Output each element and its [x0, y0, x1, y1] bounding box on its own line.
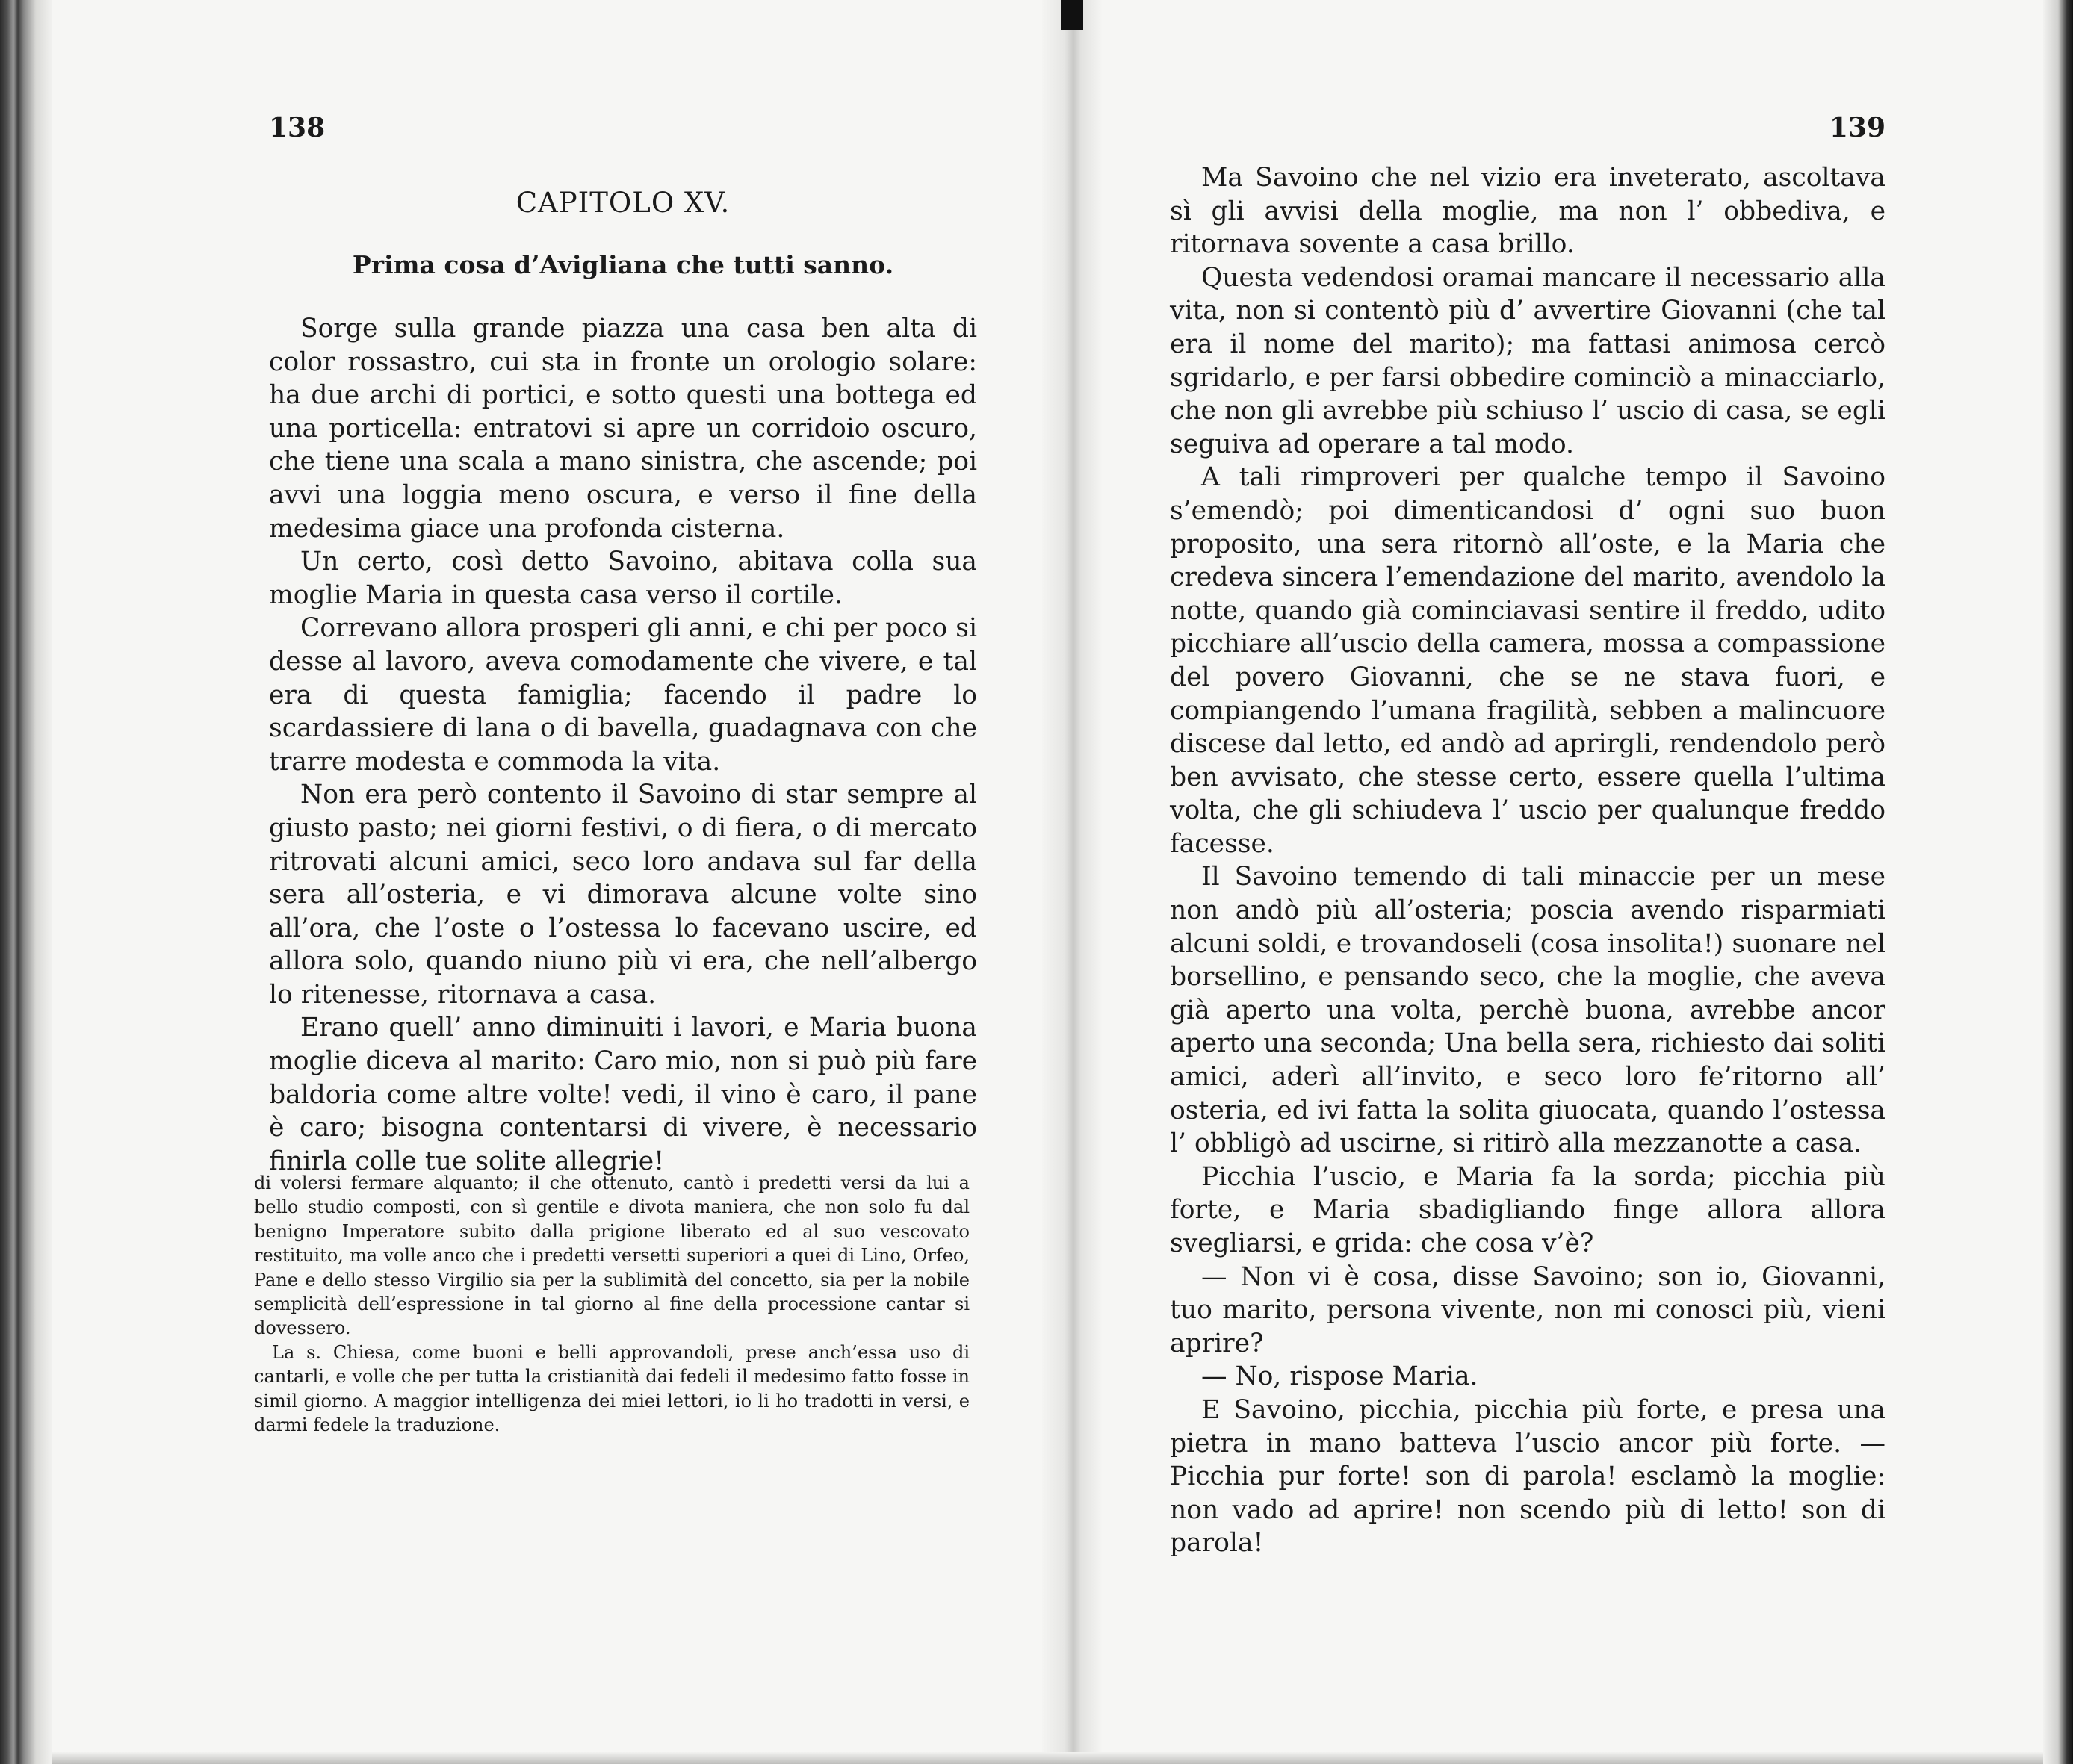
gutter-top-shadow — [1061, 0, 1083, 30]
footnote-block — [254, 1171, 970, 1437]
paragraph: Un certo, così detto Savoino, abitava colla sua moglie Maria in questa casa verso il cortile. — [269, 547, 977, 610]
paragraph: — Non vi è cosa, disse Savoino; son io, Giovanni, tuo marito, persona vivente, non mi conosci più, vieni aprire? — [1170, 1261, 1885, 1358]
book-spine-edge — [0, 0, 52, 1764]
right-page-edge — [2043, 0, 2073, 1764]
paragraph: A tali rimproveri per qualche tempo il Savoino s’emendò; poi dimenticandosi d’ ogni suo buon proposito, una sera ritornò all’oste, e la Maria che credeva sincera l’emendazione del marito, avendolo la notte, quando già cominciavasi sentire il freddo, udito picchiare all’uscio della camera, mossa a compassione del povero Giovanni, che se ne stava fuori, e compiangendo l’umana fragilità, sebben a malincuore discese dal letto, ed andò ad aprirgli, rendendolo però ben avvisato, che stesse certo, essere quella l’ultima volta, che gli schiudeva l’ uscio per qualunque freddo facesse. — [1170, 462, 1885, 859]
paragraph: Erano quell’ anno diminuiti i lavori, e Maria buona moglie diceva al marito: Caro mio, non si può più fare baldoria come altre volte! vedi, il vino è caro, il pane è caro; bisogna contentarsi di vivere, è necessario finirla colle tue solite allegrie! — [269, 1013, 977, 1176]
page-number: 138 — [269, 112, 326, 143]
paragraph: Ma Savoino che nel vizio era inveterato, ascoltava sì gli avvisi della moglie, ma non l’ obbediva, e ritornava sovente a casa brillo. — [1170, 163, 1885, 260]
chapter-heading: CAPITOLO XV. — [515, 187, 731, 219]
page-number: 139 — [1829, 112, 1885, 143]
paragraph: Sorge sulla grande piazza una casa ben alta di color rossastro, cui sta in fronte un orologio solare: ha due archi di portici, e sotto questi una bottega ed una porticella: entratovi si apre un corridoio oscuro, che tiene una scala a mano sinistra, che ascende; poi avvi una loggia meno oscura, e verso il fine della medesima giace una profonda cisterna. — [269, 314, 977, 544]
paragraph: Non era però contento il Savoino di star sempre al giusto pasto; nei giorni festivi, o di fiera, o di mercato ritrovati alcuni amici, seco loro andava sul far della sera all’osteria, e vi dimorava alcune volte sino all’ora, che l’oste o l’ostessa lo facevano uscire, ed allora solo, quando niuno più vi era, che nell’albergo lo ritenesse, ritornava a casa. — [269, 780, 977, 1010]
chapter-subtitle: Prima cosa d’Avigliana che tutti sanno. — [352, 250, 894, 279]
left-body-text — [269, 312, 977, 1178]
book-gutter — [1042, 0, 1102, 1764]
paragraph: Il Savoino temendo di tali minaccie per un mese non andò più all’osteria; poscia avendo risparmiati alcuni soldi, e trovandoseli (cosa insolita!) suonare nel borsellino, e pensando seco, che la moglie, che aveva già aperto una volta, perchè buona, avrebbe ancor aperto una seconda; Una bella sera, richiesto dai soliti amici, aderì all’invito, e seco loro fe’ritorno all’ osteria, ed ivi fatta la solita giuocata, quando l’ostessa l’ obbligò ad uscirne, si ritirò alla mezzanotte a casa. — [1170, 862, 1885, 1159]
paragraph: Correvano allora prosperi gli anni, e chi per poco si desse al lavoro, aveva comodamente che vivere, e tal era di questa famiglia; facendo il padre lo scardassiere di lana o di bavella, guadagnava con che trarre modesta e commoda la vita. — [269, 613, 977, 777]
footnote-paragraph: La s. Chiesa, come buoni e belli approvandoli, prese anch’essa uso di cantarli, e volle che per tutta la cristianità dai fedeli il medesimo fatto fosse in simil giorno. A maggior intelligenza dei miei lettori, io li ho tradotti in versi, e darmi fedele la traduzione. — [254, 1341, 970, 1436]
paragraph: Picchia l’uscio, e Maria fa la sorda; picchia più forte, e Maria sbadigliando finge allora allora svegliarsi, e grida: che cosa v’è? — [1170, 1161, 1885, 1258]
footnote-paragraph: di volersi fermare alquanto; il che ottenuto, cantò i predetti versi da lui a bello studio composti, con sì gentile e divota maniera, che non solo fu dal benigno Imperatore subito dalla prigione liberato ed al suo vescovato restituito, ma volle anco che i predetti versetti superiori a quei di Lino, Orfeo, Pane e dello stesso Virgilio sia per la sublimità del concetto, sia per la nobile semplicità dell’espressione in tal giorno al fine della processione cantar si dovessero. — [254, 1173, 970, 1339]
paragraph: — No, rispose Maria. — [1201, 1361, 1478, 1392]
right-body-text — [1170, 161, 1885, 1560]
paragraph: E Savoino, picchia, picchia più forte, e presa una pietra in mano batteva l’uscio ancor più forte. — Picchia pur forte! son di parola! esclamò la moglie: non vado ad aprire! non scendo più di letto! son di parola! — [1170, 1394, 1885, 1559]
paragraph: Questa vedendosi oramai mancare il necessario alla vita, non si contentò più d’ avvertire Giovanni (che tal era il nome del marito); ma fattasi animosa cercò sgridarlo, e per farsi obbedire cominciò a minacciarlo, che non gli avrebbe più schiuso l’ uscio di casa, se egli seguiva ad operare a tal modo. — [1170, 262, 1885, 459]
bottom-page-edge — [52, 1752, 2043, 1764]
